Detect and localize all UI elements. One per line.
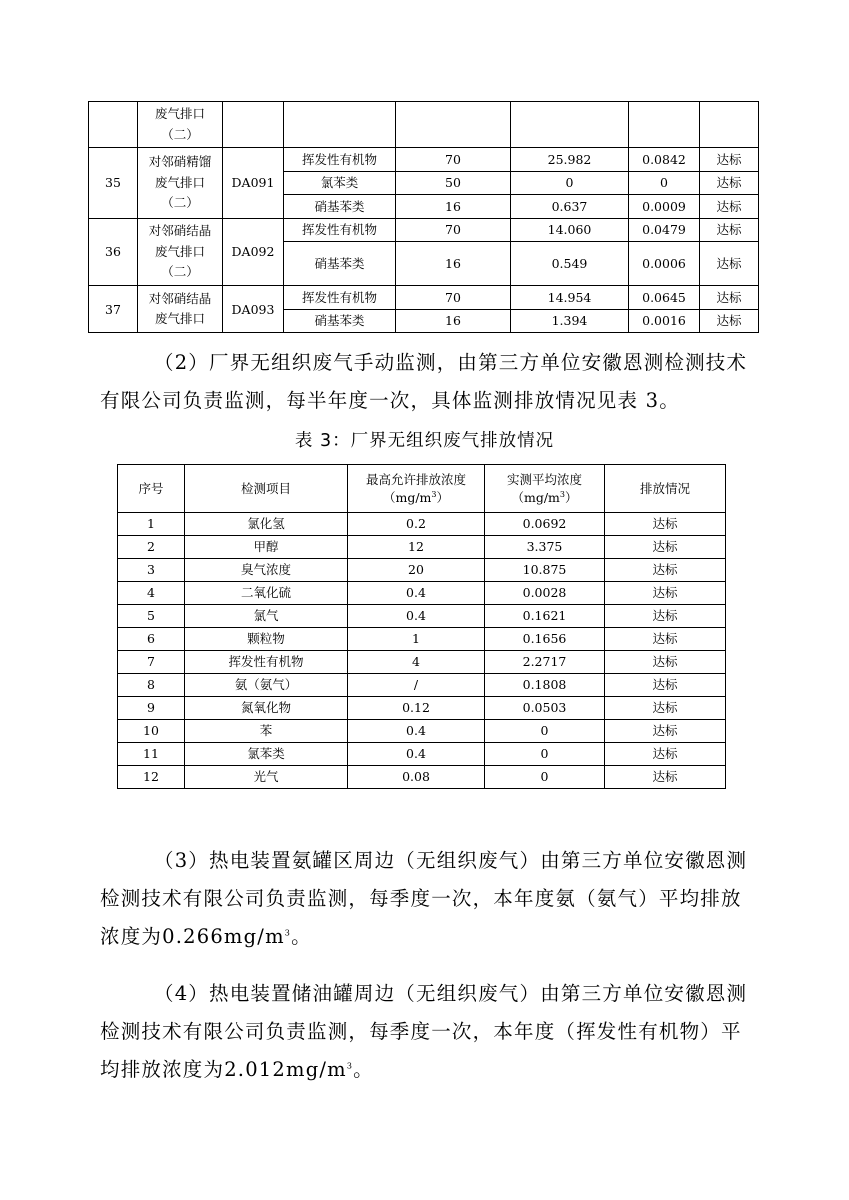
row-number-cell: 36 — [89, 218, 138, 286]
header-status: 排放情况 — [605, 465, 726, 513]
empty-cell — [223, 102, 284, 148]
table3-row — [118, 743, 726, 766]
limit-cell: 4 — [348, 651, 485, 674]
outlet-name-line: （二） — [161, 195, 199, 210]
limit-cell: 50 — [396, 171, 511, 195]
status-cell: 达标 — [700, 309, 759, 333]
outlet-name-line: 对邻硝精馏 — [148, 154, 212, 169]
table-row — [89, 148, 759, 172]
header-limit: 最高允许排放浓度 $(mg/m^3)$ — [348, 465, 485, 513]
table-row-continued — [89, 102, 759, 148]
row-number-cell: 11 — [118, 743, 185, 766]
pollutant-cell: 硝基苯类 — [284, 242, 396, 286]
row-number-cell: 35 — [89, 148, 138, 219]
empty-cell — [511, 102, 629, 148]
limit-cell: 0.12 — [348, 697, 485, 720]
outlet-name-line: 废气排口 — [154, 106, 205, 121]
row-number-cell: 4 — [118, 582, 185, 605]
limit-cell: 0.4 — [348, 720, 485, 743]
status-cell: 达标 — [700, 195, 759, 219]
item-cell: 光气 — [185, 766, 348, 789]
average-cell: 0 — [485, 720, 605, 743]
table3-row — [118, 674, 726, 697]
outlet-name-line: 对邻硝结晶 — [148, 290, 212, 306]
row-number-cell: 3 — [118, 559, 185, 582]
header-avg: 实测平均浓度 $(mg/m^3)$ — [485, 465, 605, 513]
limit-cell: 16 — [396, 242, 511, 286]
average-cell: 0.0692 — [485, 513, 605, 536]
item-cell: 氯苯类 — [185, 743, 348, 766]
rate-cell: 0.0009 — [629, 195, 700, 219]
average-cell: 0 — [485, 743, 605, 766]
table3-row — [118, 651, 726, 674]
empty-cell — [284, 102, 396, 148]
emission-outlet-table — [88, 101, 759, 333]
table3-caption: 表 3：厂界无组织废气排放情况 — [294, 431, 555, 451]
empty-cell — [629, 102, 700, 148]
limit-cell: 16 — [396, 195, 511, 219]
outlet-name-line: （二） — [161, 126, 199, 142]
rate-cell: 0 — [629, 171, 700, 195]
status-cell: 达标 — [605, 605, 726, 628]
table3-row — [118, 559, 726, 582]
status-cell: 达标 — [605, 720, 726, 743]
row-number-cell: 37 — [89, 286, 138, 333]
item-cell: 二氧化硫 — [185, 582, 348, 605]
status-cell: 达标 — [700, 171, 759, 195]
status-cell: 达标 — [605, 674, 726, 697]
item-cell: 臭气浓度 — [185, 559, 348, 582]
average-cell: 2.2717 — [485, 651, 605, 674]
pollutant-cell: 挥发性有机物 — [284, 286, 396, 310]
concentration-cell: 0 — [511, 171, 629, 195]
average-cell: 0.1656 — [485, 628, 605, 651]
outlet-name-line: 废气排口 — [154, 174, 205, 190]
concentration-cell: 14.060 — [511, 218, 629, 242]
limit-cell: / — [348, 674, 485, 697]
row-number-cell: 10 — [118, 720, 185, 743]
item-cell: 氨（氨气） — [185, 674, 348, 697]
concentration-cell: 0.549 — [511, 242, 629, 286]
average-cell: 3.375 — [485, 536, 605, 559]
table3-row — [118, 513, 726, 536]
row-number-cell: 1 — [118, 513, 185, 536]
rate-cell: 0.0006 — [629, 242, 700, 286]
limit-cell: 12 — [348, 536, 485, 559]
row-number-cell: 9 — [118, 697, 185, 720]
table3-row — [118, 628, 726, 651]
outlet-name-cell — [138, 218, 223, 286]
limit-cell: 0.2 — [348, 513, 485, 536]
status-cell: 达标 — [605, 743, 726, 766]
status-cell: 达标 — [700, 148, 759, 172]
status-cell: 达标 — [605, 651, 726, 674]
status-cell: 达标 — [605, 559, 726, 582]
table-row — [89, 218, 759, 242]
status-cell: 达标 — [605, 697, 726, 720]
concentration-cell: 1.394 — [511, 309, 629, 333]
outlet-code-cell: DA091 — [223, 148, 284, 219]
outlet-code-cell: DA092 — [223, 218, 284, 286]
limit-cell: 0.4 — [348, 605, 485, 628]
item-cell: 氮氧化物 — [185, 697, 348, 720]
status-cell: 达标 — [605, 766, 726, 789]
status-cell: 达标 — [605, 628, 726, 651]
item-cell: 苯 — [185, 720, 348, 743]
limit-cell: 0.08 — [348, 766, 485, 789]
outlet-name-line: （二） — [161, 264, 199, 279]
item-cell: 颗粒物 — [185, 628, 348, 651]
row-number-cell: 5 — [118, 605, 185, 628]
row-number-cell: 12 — [118, 766, 185, 789]
limit-cell: 70 — [396, 218, 511, 242]
table-row — [89, 286, 759, 310]
paragraph-3: （3）热电装置氨罐区周边（无组织废气）由第三方单位安徽恩测检测技术有限公司负责监测，每季度一次，本年度氨（氨气）平均排放浓度为$0.266mg/m^3$。 — [100, 849, 748, 948]
rate-cell: 0.0645 — [629, 286, 700, 310]
header-item: 检测项目 — [185, 465, 348, 513]
outlet-name-line: 废气排口 — [154, 311, 205, 326]
pollutant-cell: 挥发性有机物 — [284, 218, 396, 242]
outlet-name-cell — [138, 102, 223, 148]
outlet-code-cell: DA093 — [223, 286, 284, 333]
average-cell: 0 — [485, 766, 605, 789]
average-cell: 0.0028 — [485, 582, 605, 605]
row-number-cell: 7 — [118, 651, 185, 674]
empty-cell — [89, 102, 138, 148]
row-number-cell: 8 — [118, 674, 185, 697]
concentration-cell: 14.954 — [511, 286, 629, 310]
status-cell: 达标 — [700, 218, 759, 242]
rate-cell: 0.0016 — [629, 309, 700, 333]
table3-row — [118, 582, 726, 605]
table3-row — [118, 697, 726, 720]
average-cell: 10.875 — [485, 559, 605, 582]
pollutant-cell: 硝基苯类 — [284, 309, 396, 333]
empty-cell — [396, 102, 511, 148]
limit-cell: 16 — [396, 309, 511, 333]
item-cell: 氯气 — [185, 605, 348, 628]
rate-cell: 0.0479 — [629, 218, 700, 242]
outlet-name-cell — [138, 148, 223, 219]
limit-cell: 70 — [396, 286, 511, 310]
row-number-cell: 6 — [118, 628, 185, 651]
pollutant-cell: 硝基苯类 — [284, 195, 396, 219]
row-number-cell: 2 — [118, 536, 185, 559]
item-cell: 甲醇 — [185, 536, 348, 559]
table3-row — [118, 766, 726, 789]
limit-cell: 1 — [348, 628, 485, 651]
status-cell: 达标 — [700, 286, 759, 310]
item-cell: 氯化氢 — [185, 513, 348, 536]
paragraph-4: （4）热电装置储油罐周边（无组织废气）由第三方单位安徽恩测检测技术有限公司负责监测，每季度一次，本年度（挥发性有机物）平均排放浓度为$2.012mg/m^3$。 — [100, 982, 748, 1081]
average-cell: 0.0503 — [485, 697, 605, 720]
concentration-cell: 0.637 — [511, 195, 629, 219]
limit-cell: 0.4 — [348, 582, 485, 605]
status-cell: 达标 — [605, 582, 726, 605]
concentration-cell: 25.982 — [511, 148, 629, 172]
status-cell: 达标 — [605, 513, 726, 536]
table3-header-row — [118, 465, 726, 513]
rate-cell: 0.0842 — [629, 148, 700, 172]
outlet-name-line: 对邻硝结晶 — [148, 223, 212, 238]
pollutant-cell: 挥发性有机物 — [284, 148, 396, 172]
status-cell: 达标 — [605, 536, 726, 559]
limit-cell: 0.4 — [348, 743, 485, 766]
average-cell: 0.1808 — [485, 674, 605, 697]
pollutant-cell: 氯苯类 — [284, 171, 396, 195]
header-no: 序号 — [118, 465, 185, 513]
table3-row — [118, 720, 726, 743]
outlet-name-line: 废气排口 — [154, 243, 205, 259]
table3-row — [118, 536, 726, 559]
table3-row — [118, 605, 726, 628]
empty-cell — [700, 102, 759, 148]
status-cell: 达标 — [700, 242, 759, 286]
average-cell: 0.1621 — [485, 605, 605, 628]
paragraph-2: （2）厂界无组织废气手动监测，由第三方单位安徽恩测检测技术有限公司负责监测，每半年度一次，具体监测排放情况见表 3。 — [100, 351, 748, 412]
item-cell: 挥发性有机物 — [185, 651, 348, 674]
outlet-name-cell — [138, 286, 223, 333]
fugitive-emission-table — [117, 464, 726, 789]
limit-cell: 20 — [348, 559, 485, 582]
limit-cell: 70 — [396, 148, 511, 172]
